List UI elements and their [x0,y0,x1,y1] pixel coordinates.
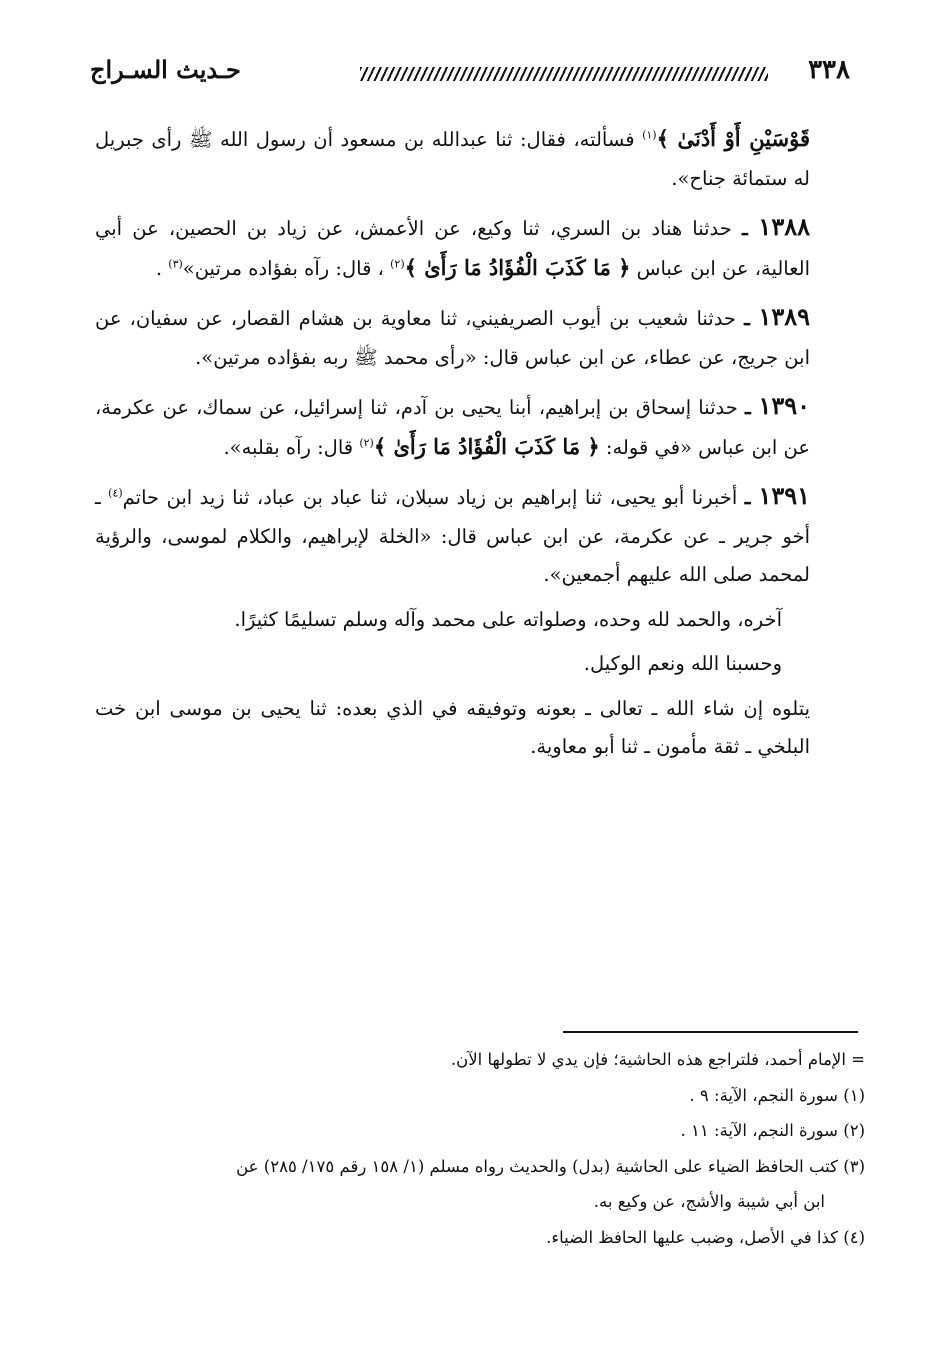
hadith-text: حدثنا هناد بن السري، ثنا وكيع، عن الأعمش، عن زياد بن الحصين، عن أبي العالية، عن ابن عباس [95,217,810,280]
paragraph-text: فسألته، فقال: ثنا عبدالله بن مسعود أن رسول الله ﷺ رأى جبريل له ستمائة جناح». [95,128,810,190]
hadith-text: قال: رآه بقلبه». [223,435,360,459]
colophon-line: وحسبنا الله ونعم الوكيل. [583,652,782,675]
hadith-1390: ١٣٩٠ ـ حدثنا إسحاق بن إبراهيم، أبنا يحيى بن آدم، ثنا إسرائيل، عن سماك، عن عكرمة، عن ابن عباس «في قوله: ﴿ مَا كَذَبَ الْفُؤَادُ مَا رَأَىٰ ﴾$^{(٢)}$ قال: رآه بقلبه». [95,391,810,459]
footnote-3: (٣) كتب الحافظ الضياء على الحاشية (بدل) والحديث رواه مسلم (١/ ١٥٨ رقم ١٧٥/ ٢٨٥) عن [236,1156,865,1176]
hadith-number: ١٣٨٩ [758,302,810,331]
hadith-number: ١٣٨٨ [758,212,810,241]
hadith-text: حدثنا إسحاق بن إبراهيم، أبنا يحيى بن آدم، ثنا إسرائيل، عن سماك، عن عكرمة، عن ابن عباس «في قوله: [95,396,810,459]
footnote-1: (١) سورة النجم، الآية: ٩ . [689,1085,865,1105]
hadith-text: ـ أخو جرير ـ عن عكرمة، عن ابن عباس قال: «الخلة لإبراهيم، والكلام لموسى، والرؤية لمحمد صلى الله عليهم أجمعين». [95,486,810,586]
quran-verse: ﴿ مَا كَذَبَ الْفُؤَادُ مَا رَأَىٰ ﴾ [404,254,631,280]
footnote-ref: (٢) [390,257,405,270]
hadith-number: ١٣٩١ [758,481,810,510]
footnotes [95,1042,865,1255]
header-ornamental-rule [360,67,768,81]
hadith-text: حدثنا شعيب بن أيوب الصريفيني، ثنا معاوية بن هشام القصار، عن سفيان، عن ابن جريج، عن عطاء، عن ابن عباس قال: «رأى محمد ﷺ ربه بفؤاده مرتين». [95,307,810,369]
main-text [95,120,810,773]
footnote-ref: (٢) [359,436,374,449]
footnote-continuation: = الإمام أحمد، فلتراجع هذه الحاشية؛ فإن يدي لا تطولها الآن. [450,1050,865,1069]
quran-verse: قَوْسَيْنِ أَوْ أَدْنَىٰ ﴾ [656,126,810,151]
hadith-1388: ١٣٨٨ ـ حدثنا هناد بن السري، ثنا وكيع، عن الأعمش، عن زياد بن الحصين، عن أبي العالية، عن ابن عباس ﴿ مَا كَذَبَ الْفُؤَادُ مَا رَأَىٰ ﴾$^{(٢)}$ ، قال: رآه بفؤاده مرتين»$^{(٣)}$ . [95,212,810,280]
colophon-next-part: يتلوه إن شاء الله ـ تعالى ـ بعونه وتوفيقه في الذي بعده: ثنا يحيى بن موسى ابن خت البلخي ـ ثقة مأمون ـ ثنا أبو معاوية. [95,696,810,758]
book-title: حـديث السـراج [90,55,241,84]
footnote-ref: (٣) [168,257,183,270]
hadith-text: . [155,256,169,280]
footnote-3-continued: ابن أبي شيبة والأشج، عن وكيع به. [593,1192,825,1211]
hadith-text: أخبرنا أبو يحيى، ثنا إبراهيم بن زياد سبلان، ثنا عباد بن عباد، ثنا زيد ابن حاتم [122,486,745,509]
hadith-text: ، قال: رآه بفؤاده مرتين» [182,256,391,280]
footnote-ref: (٤) [108,486,123,500]
paragraph-continuation [95,120,810,198]
running-header [90,55,850,95]
footnote-separator [563,1031,858,1033]
footnote-ref: (١) [642,128,657,142]
footnote-4: (٤) كذا في الأصل، وضبب عليها الحافظ الضياء. [546,1227,865,1247]
quran-verse: ﴿ مَا كَذَبَ الْفُؤَادُ مَا رَأَىٰ ﴾ [373,433,600,459]
hadith-number: ١٣٩٠ [758,391,810,420]
footnote-2: (٢) سورة النجم، الآية: ١١ . [680,1121,865,1140]
hadith-1391: ١٣٩١ ـ أخبرنا أبو يحيى، ثنا إبراهيم بن زياد سبلان، ثنا عباد بن عباد، ثنا زيد ابن حاتم$^{(٤)}$ ـ أخو جرير ـ عن عكرمة، عن ابن عباس قال: «الخلة لإبراهيم، والكلام لموسى، والرؤية لمحمد صلى الله عليهم أجمعين». [95,481,810,586]
colophon-line: آخره، والحمد لله وحده، وصلواته على محمد وآله وسلم تسليمًا كثيرًا. [234,607,782,631]
hadith-1389: ١٣٨٩ ـ حدثنا شعيب بن أيوب الصريفيني، ثنا معاوية بن هشام القصار، عن سفيان، عن ابن جريج، عن عطاء، عن ابن عباس قال: «رأى محمد ﷺ ربه بفؤاده مرتين». [95,302,810,369]
page-number: ٣٣٨ [808,55,850,85]
